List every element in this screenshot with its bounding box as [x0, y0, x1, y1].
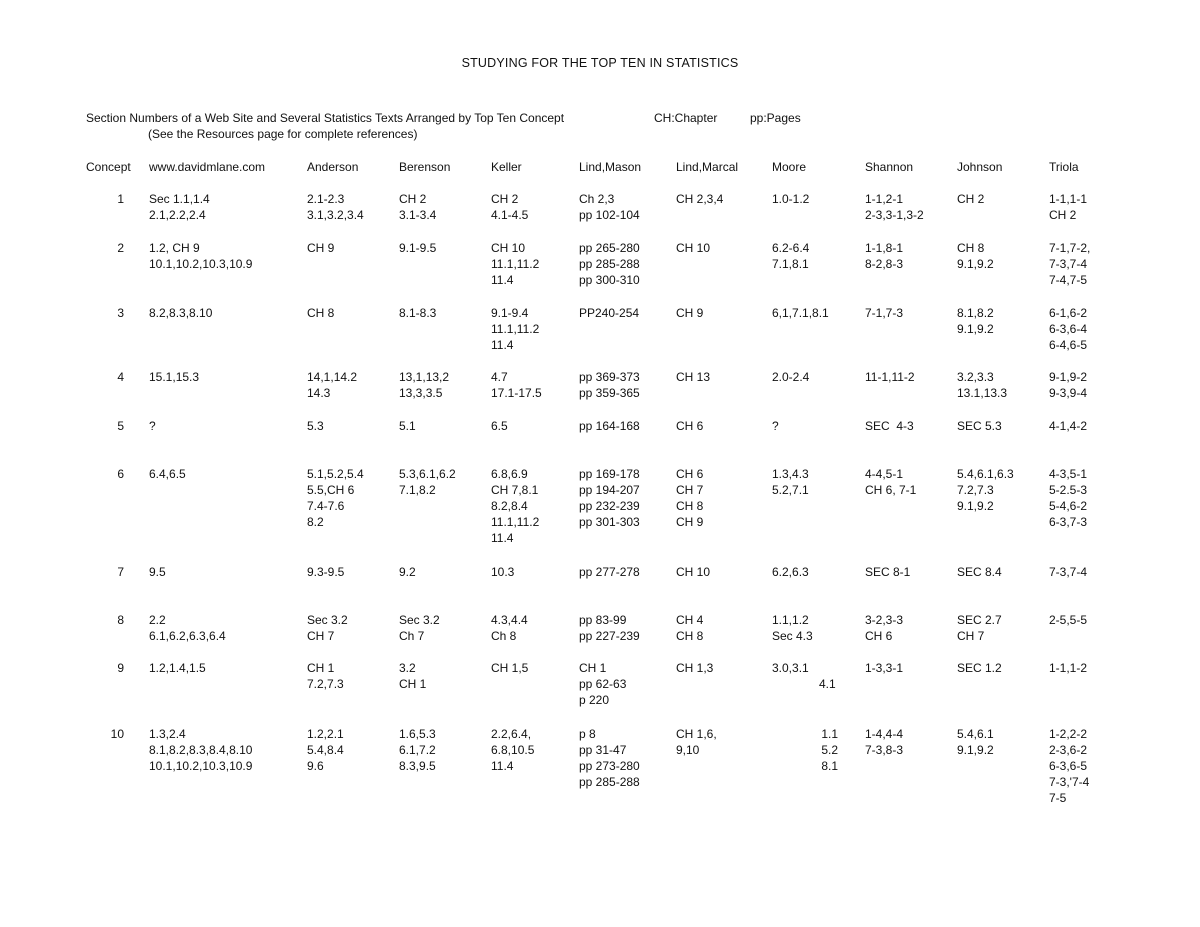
table-cell: 7-1,7-2, 7-3,7-4 7-4,7-5	[1049, 241, 1091, 287]
table-cell: CH 9	[307, 241, 335, 255]
concept-number: 7	[117, 565, 124, 579]
table-cell: 6.5	[491, 419, 508, 433]
table-cell: Sec 3.2 CH 7	[307, 613, 348, 643]
table-cell: SEC 1.2	[957, 661, 1002, 675]
table-cell: CH 10 11.1,11.2 11.4	[491, 241, 540, 287]
table-cell: pp 369-373 pp 359-365	[579, 370, 640, 400]
table-cell: Sec 3.2 Ch 7	[399, 613, 440, 643]
table-cell: 9.1-9.5	[399, 241, 437, 255]
table-cell: 8.1,8.2 9.1,9.2	[957, 306, 994, 336]
table-cell: CH 1,5	[491, 661, 529, 675]
table-cell: pp 164-168	[579, 419, 640, 433]
column-header: Johnson	[957, 160, 1003, 174]
concept-number: 5	[117, 419, 124, 433]
table-cell: 8.1-8.3	[399, 306, 437, 320]
table-cell: 4.7 17.1-17.5	[491, 370, 542, 400]
table-cell: 7-1,7-3	[865, 306, 904, 320]
table-cell: 1.3,4.3 5.2,7.1	[772, 467, 809, 497]
table-cell: 2.2,6.4, 6.8,10.5 11.4	[491, 727, 535, 773]
table-cell: 9-1,9-2 9-3,9-4	[1049, 370, 1088, 400]
table-cell: 6-1,6-2 6-3,6-4 6-4,6-5	[1049, 306, 1088, 352]
column-header: Lind,Mason	[579, 160, 642, 174]
table-cell: 6.8,6.9 CH 7,8.1 8.2,8.4 11.1,11.2 11.4	[491, 467, 540, 545]
table-cell: CH 10	[676, 565, 711, 579]
table-cell: CH 2,3,4	[676, 192, 724, 206]
table-cell: 10.3	[491, 565, 515, 579]
table-cell: CH 1 pp 62-63 p 220	[579, 661, 627, 707]
column-header: Anderson	[307, 160, 359, 174]
table-cell: ?	[772, 419, 779, 433]
pages-legend: pp:Pages	[750, 111, 801, 125]
table-cell: 2.2 6.1,6.2,6.3,6.4	[149, 613, 226, 643]
table-cell: CH 6 CH 7 CH 8 CH 9	[676, 467, 704, 529]
table-cell: 1-4,4-4 7-3,8-3	[865, 727, 904, 757]
concept-number: 9	[117, 661, 124, 675]
table-cell: 1.2, CH 9 10.1,10.2,10.3,10.9	[149, 241, 253, 271]
table-cell: CH 2	[957, 192, 985, 206]
table-cell: 5.4,6.1,6.3 7.2,7.3 9.1,9.2	[957, 467, 1014, 513]
table-cell: SEC 4-3	[865, 419, 914, 433]
table-cell: 1.6,5.3 6.1,7.2 8.3,9.5	[399, 727, 436, 773]
concept-number: 6	[117, 467, 124, 481]
concept-number: 3	[117, 306, 124, 320]
concept-number: 4	[117, 370, 124, 384]
table-cell: 9.5	[149, 565, 166, 579]
table-cell: 5.4,6.1 9.1,9.2	[957, 727, 994, 757]
table-cell: Ch 2,3 pp 102-104	[579, 192, 640, 222]
concept-number: 8	[117, 613, 124, 627]
table-cell: 1.2,1.4,1.5	[149, 661, 206, 675]
table-cell: CH 13	[676, 370, 711, 384]
table-cell: 1.2,2.1 5.4,8.4 9.6	[307, 727, 344, 773]
table-cell: ?	[149, 419, 156, 433]
table-cell: SEC 8.4	[957, 565, 1002, 579]
table-cell: CH 10	[676, 241, 711, 255]
table-cell: 5.1,5.2,5.4 5.5,CH 6 7.4-7.6 8.2	[307, 467, 364, 529]
concept-number: 10	[110, 727, 124, 741]
table-cell: SEC 2.7 CH 7	[957, 613, 1002, 643]
table-cell: CH 2 3.1-3.4	[399, 192, 437, 222]
table-cell: 6,1,7.1,8.1	[772, 306, 829, 320]
table-cell: 1.1,1.2 Sec 4.3	[772, 613, 813, 643]
chapter-legend: CH:Chapter	[654, 111, 718, 125]
table-cell: PP240-254	[579, 306, 640, 320]
column-header: Keller	[491, 160, 522, 174]
column-header: Moore	[772, 160, 807, 174]
table-cell: 6.2-6.4 7.1,8.1	[772, 241, 810, 271]
table-cell: 2.0-2.4	[772, 370, 810, 384]
table-cell: CH 4 CH 8	[676, 613, 704, 643]
table-cell: 4-4,5-1 CH 6, 7-1	[865, 467, 917, 497]
column-header: www.davidmlane.com	[149, 160, 266, 174]
table-cell: Sec 1.1,1.4 2.1,2.2,2.4	[149, 192, 210, 222]
table-cell: 5.3	[307, 419, 324, 433]
table-cell: 9.1-9.4 11.1,11.2 11.4	[491, 306, 540, 352]
table-cell: 1-1,2-1 2-3,3-1,3-2	[865, 192, 924, 222]
table-cell: pp 169-178 pp 194-207 pp 232-239 pp 301-303	[579, 467, 640, 529]
table-cell: CH 8	[307, 306, 335, 320]
table-cell: 13,1,13,2 13,3,3.5	[399, 370, 450, 400]
table-cell: 4.3,4.4 Ch 8	[491, 613, 528, 643]
table-cell: 7-3,7-4	[1049, 565, 1088, 579]
table-cell: 1-1,1-2	[1049, 661, 1088, 675]
column-header: Triola	[1049, 160, 1079, 174]
table-cell: CH 2 4.1-4.5	[491, 192, 529, 222]
column-header: Concept	[86, 160, 131, 174]
table-cell: CH 8 9.1,9.2	[957, 241, 994, 271]
table-cell: CH 1 7.2,7.3	[307, 661, 344, 691]
table-cell: 3.2,3.3 13.1,13.3	[957, 370, 1008, 400]
table-cell: 1.0-1.2	[772, 192, 810, 206]
table-cell: 6.2,6.3	[772, 565, 809, 579]
document-title: STUDYING FOR THE TOP TEN IN STATISTICS	[461, 56, 739, 70]
table-cell: p 8 pp 31-47 pp 273-280 pp 285-288	[579, 727, 640, 789]
table-cell: 1-3,3-1	[865, 661, 904, 675]
table-cell: 5.3,6.1,6.2 7.1,8.2	[399, 467, 456, 497]
table-cell: SEC 8-1	[865, 565, 911, 579]
table-cell: 1-1,1-1 CH 2	[1049, 192, 1088, 222]
table-cell: 3.0,3.1 4.1	[772, 661, 836, 691]
concept-number: 1	[117, 192, 124, 206]
table-cell: SEC 5.3	[957, 419, 1002, 433]
table-cell: 6.4,6.5	[149, 467, 186, 481]
table-cell: 2.1-2.3 3.1,3.2,3.4	[307, 192, 364, 222]
table-cell: pp 83-99 pp 227-239	[579, 613, 640, 643]
table-cell: 1.1 5.2 8.1	[821, 727, 838, 773]
table-cell: 3-2,3-3 CH 6	[865, 613, 904, 643]
table-cell: 2-5,5-5	[1049, 613, 1088, 627]
table-cell: 9.2	[399, 565, 416, 579]
table-cell: 3.2 CH 1	[399, 661, 427, 691]
table-cell: 1.3,2.4 8.1,8.2,8.3,8.4,8.10 10.1,10.2,10.3,10.9	[149, 727, 253, 773]
intro-description: Section Numbers of a Web Site and Several Statistics Texts Arranged by Top Ten Concept	[86, 111, 565, 125]
table-cell: 4-3,5-1 5-2.5-3 5-4,6-2 6-3,7-3	[1049, 467, 1088, 529]
table-cell: CH 1,6, 9,10	[676, 727, 717, 757]
column-header: Lind,Marcal	[676, 160, 739, 174]
table-cell: 14,1,14.2 14.3	[307, 370, 358, 400]
concept-number: 2	[117, 241, 124, 255]
table-cell: 11-1,11-2	[865, 370, 915, 384]
resources-note: (See the Resources page for complete references)	[148, 127, 418, 141]
column-header: Shannon	[865, 160, 914, 174]
table-cell: CH 1,3	[676, 661, 714, 675]
table-cell: 1-2,2-2 2-3,6-2 6-3,6-5 7-3,'7-4 7-5	[1049, 727, 1090, 805]
table-cell: pp 265-280 pp 285-288 pp 300-310	[579, 241, 640, 287]
table-cell: CH 6	[676, 419, 704, 433]
table-cell: 9.3-9.5	[307, 565, 345, 579]
table-cell: 15.1,15.3	[149, 370, 200, 384]
column-header: Berenson	[399, 160, 451, 174]
table-cell: 5.1	[399, 419, 416, 433]
table-cell: 8.2,8.3,8.10	[149, 306, 213, 320]
table-cell: pp 277-278	[579, 565, 640, 579]
table-cell: CH 9	[676, 306, 704, 320]
table-cell: 1-1,8-1 8-2,8-3	[865, 241, 904, 271]
table-cell: 4-1,4-2	[1049, 419, 1088, 433]
